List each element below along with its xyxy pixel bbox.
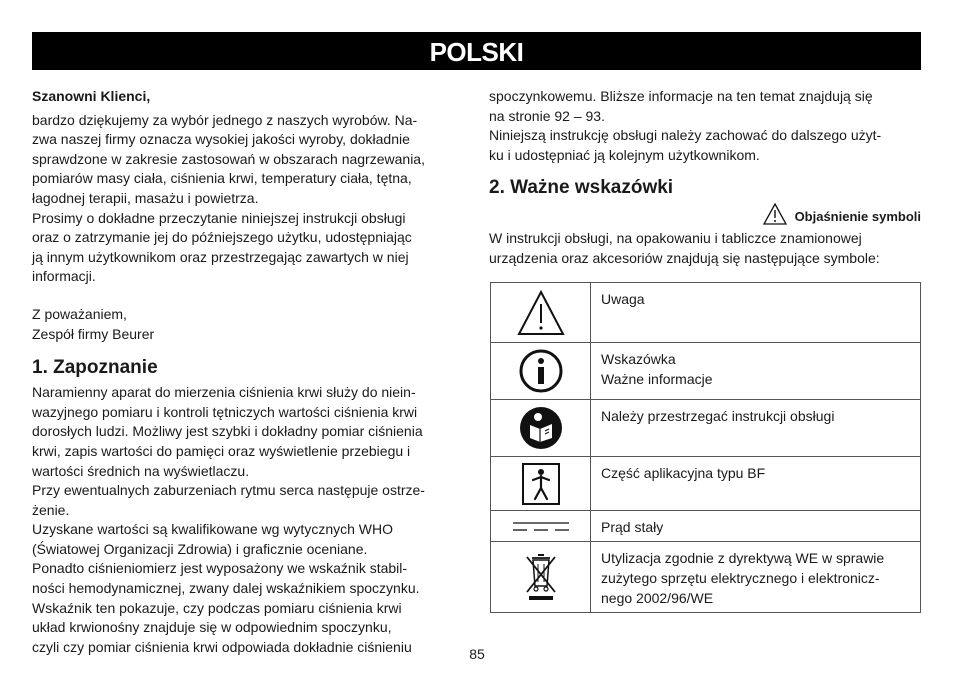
text-line: Należy przestrzegać instrukcji obsługi <box>601 408 835 424</box>
text-line: bardzo dziękujemy za wybór jednego z naszych wyrobów. Na- <box>32 111 418 128</box>
text-line: Przy ewentualnych zaburzeniach rytmu serca następuje ostrze- <box>32 482 425 499</box>
text-line: na stronie 92 – 93. <box>489 107 605 124</box>
symbol-description <box>591 542 921 613</box>
text-line: Prąd stały <box>601 519 664 535</box>
text-line: Utylizacja zgodnie z dyrektywą WE w sprawie <box>601 550 885 566</box>
text-line: Uwaga <box>601 291 645 307</box>
table-row <box>491 542 921 613</box>
symbols-intro <box>489 229 921 268</box>
text-line: Wskaźnik ten pokazuje, czy podczas pomiaru ciśnienia krwi <box>32 599 402 616</box>
text-line: (Światowej Organizacji Zdrowia) i graficznie oceniane. <box>32 540 368 557</box>
text-line: czyli czy pomiar ciśnienia krwi odpowiada dokładnie ciśnieniu <box>32 638 412 655</box>
text-line: pomiarów masy ciała, ciśnienia krwi, temperatury ciała, tętna, <box>32 170 412 187</box>
text-line: Prosimy o dokładne przeczytanie niniejszej instrukcji obsługi <box>32 209 406 226</box>
text-line: nego 2002/96/WE <box>601 590 714 606</box>
symbol-cell <box>491 542 591 613</box>
warning-triangle-icon <box>763 203 787 225</box>
symbol-description <box>591 457 921 511</box>
left-column <box>32 87 472 657</box>
text-line: oraz o zatrzymanie jej do późniejszego użytku, udostępniając <box>32 229 412 246</box>
table-row <box>491 283 921 343</box>
symbol-cell <box>491 457 591 511</box>
type-bf-icon <box>521 462 561 506</box>
text-line: Uzyskane wartości są kwalifikowane wg wytycznych WHO <box>32 521 393 538</box>
symbol-cell <box>491 283 591 343</box>
info-icon <box>518 348 564 394</box>
text-line: Niniejszą instrukcję obsługi należy zachować do dalszego użyt- <box>489 127 882 144</box>
text-line: wazyjnego pomiaru i kontroli tętniczych wartości ciśnienia krwi <box>32 403 418 420</box>
continuation-paragraph <box>489 87 921 165</box>
text-line: informacji. <box>32 268 96 285</box>
table-row <box>491 457 921 511</box>
text-line: ku i udostępniać ją kolejnym użytkownikom. <box>489 146 760 163</box>
text-line: zużytego sprzętu elektrycznego i elektronicz- <box>601 570 880 586</box>
symbol-cell <box>491 400 591 457</box>
text-line: Ważne informacje <box>601 371 713 387</box>
text-line: dorosłych ludzi. Możliwy jest szybki i dokładny pomiar ciśnienia <box>32 423 423 440</box>
symbol-description <box>591 400 921 457</box>
closing-signature <box>32 305 472 344</box>
symbol-description <box>591 343 921 400</box>
text-line: układ krwionośny znajduje się w odpowiednim spoczynku, <box>32 619 392 636</box>
warning-triangle-icon <box>516 289 566 337</box>
text-line: Ponadto ciśnieniomierz jest wyposażony we wskaźnik stabil- <box>32 560 408 577</box>
direct-current-icon <box>511 519 571 533</box>
text-line: zwa naszej firmy oznacza wysokiej jakości wyroby, dokładnie <box>32 131 410 148</box>
text-line: urządzenia oraz akcesoriów znajdują się następujące symbole: <box>489 249 880 266</box>
table-row <box>491 343 921 400</box>
symbols-subheading-label: Objaśnienie symboli <box>794 209 921 225</box>
text-line: Część aplikacyjna typu BF <box>601 465 766 481</box>
symbol-cell <box>491 511 591 542</box>
introduction-paragraph <box>32 383 472 657</box>
text-line: sprawdzone w zakresie zastosowań w obszarach nagrzewania, <box>32 150 425 167</box>
weee-bin-icon <box>524 552 558 602</box>
text-line: Wskazówka <box>601 351 676 367</box>
language-banner <box>32 32 921 70</box>
symbol-cell <box>491 343 591 400</box>
text-line: Naramienny aparat do mierzenia ciśnienia krwi służy do niein- <box>32 384 416 401</box>
table-row <box>491 400 921 457</box>
text-line: W instrukcji obsługi, na opakowaniu i tabliczce znamionowej <box>489 230 862 247</box>
intro-paragraph <box>32 111 472 287</box>
text-line: Z poważaniem, <box>32 305 127 322</box>
salutation: Szanowni Klienci, <box>32 88 151 104</box>
symbols-table <box>490 282 921 613</box>
text-line: ności hemodynamicznej, zwany dalej wskaźnikiem spoczynku. <box>32 580 420 597</box>
page-number: 85 <box>469 646 485 662</box>
symbols-subheading <box>491 203 921 225</box>
section-heading-introduction: 1. Zapoznanie <box>32 357 158 379</box>
page-title: POLSKI <box>429 37 524 67</box>
right-column <box>489 87 921 269</box>
text-line: żenie. <box>32 501 70 518</box>
text-line: Zespół firmy Beurer <box>32 325 155 342</box>
table-row <box>491 511 921 542</box>
text-line: krwi, zapis wartości do pamięci oraz wyświetlenie przebiegu i <box>32 442 411 459</box>
text-line: łagodnej terapii, masażu i powietrza. <box>32 189 259 206</box>
text-line: ją innym użytkownikom oraz przestrzegając zawartych w niej <box>32 248 409 265</box>
read-manual-icon <box>518 405 564 451</box>
section-heading-important-notes: 2. Ważne wskazówki <box>489 177 674 199</box>
text-line: spoczynkowemu. Bliższe informacje na ten temat znajdują się <box>489 88 873 104</box>
symbol-description <box>591 511 921 542</box>
text-line: wartości średnich na wyświetlaczu. <box>32 462 250 479</box>
symbol-description <box>591 283 921 343</box>
